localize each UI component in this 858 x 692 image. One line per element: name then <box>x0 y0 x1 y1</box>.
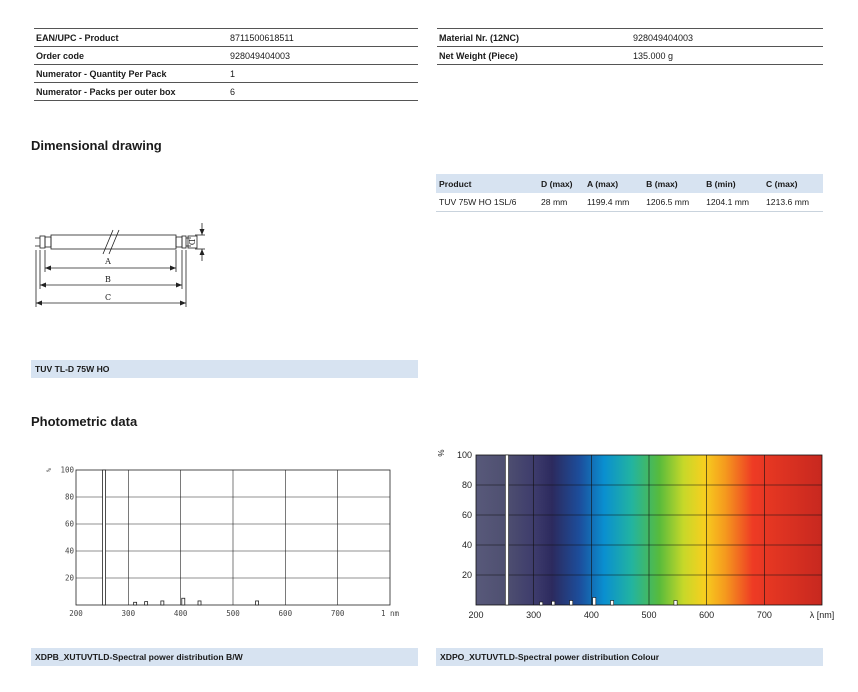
spectral-line-bar <box>103 470 106 605</box>
spec-table-left <box>34 28 418 101</box>
spec-label: Material Nr. (12NC) <box>437 29 631 47</box>
table-cell: 1213.6 mm <box>763 193 823 211</box>
y-tick-label: 20 <box>461 570 472 580</box>
x-tick-label: 1 nm <box>380 609 400 618</box>
dimension-label-a: A <box>105 257 111 266</box>
spectral-line-bar <box>540 602 543 605</box>
dimension-label-b: B <box>105 275 111 284</box>
y-tick-label: 60 <box>64 519 74 529</box>
table-cell: 1204.1 mm <box>703 193 763 211</box>
table-row <box>34 29 418 47</box>
colour-chart-caption: XDPO_XUTUVTLD-Spectral power distribution Colour <box>436 648 823 666</box>
spectral-line-bar <box>198 601 201 605</box>
spectral-line-bar <box>552 601 555 605</box>
spec-value: 928049404003 <box>228 47 418 65</box>
plot-frame <box>76 470 390 605</box>
spec-value: 928049404003 <box>631 29 823 47</box>
spec-value: 135.000 g <box>631 47 823 65</box>
spec-value: 8711500618511 <box>228 29 418 47</box>
y-tick-label: 100 <box>456 450 472 460</box>
table-row <box>436 193 823 211</box>
spec-label: Numerator - Quantity Per Pack <box>34 65 228 83</box>
column-header: Product <box>436 174 538 193</box>
table-cell: 1206.5 mm <box>643 193 703 211</box>
x-tick-label: 700 <box>756 610 772 620</box>
x-tick-label: 500 <box>226 609 240 618</box>
column-header: D (max) <box>538 174 584 193</box>
table-row <box>34 83 418 101</box>
dimension-label-d: D <box>187 238 196 246</box>
x-tick-label: λ [nm] <box>809 610 835 620</box>
table-row <box>34 65 418 83</box>
spectral-line-bar <box>610 601 613 606</box>
spectral-line-bar <box>134 602 137 605</box>
x-tick-label: 400 <box>173 609 188 618</box>
spectral-line-bar <box>570 601 573 606</box>
column-header: B (min) <box>703 174 763 193</box>
spectral-line-bar <box>505 455 508 605</box>
spectrum-background <box>476 455 822 605</box>
spec-label: Order code <box>34 47 228 65</box>
y-tick-label: 20 <box>64 573 74 583</box>
y-tick-label: 80 <box>461 480 472 490</box>
x-tick-label: 200 <box>69 609 83 618</box>
x-tick-label: 300 <box>121 609 136 618</box>
y-tick-label: 60 <box>461 510 472 520</box>
column-header: A (max) <box>584 174 643 193</box>
spectral-line-bar <box>256 601 259 605</box>
table-row <box>437 29 823 47</box>
table-cell: TUV 75W HO 1SL/6 <box>436 193 538 211</box>
x-tick-label: 200 <box>468 610 484 620</box>
table-cell: 28 mm <box>538 193 584 211</box>
spec-value: 1 <box>228 65 418 83</box>
spectral-line-bar <box>674 601 677 606</box>
y-axis-unit: % <box>45 468 53 472</box>
x-tick-label: 300 <box>526 610 542 620</box>
spectral-line-bar <box>145 602 148 605</box>
y-axis-unit: % <box>437 449 446 457</box>
dimensional-drawing-title: Dimensional drawing <box>31 138 162 153</box>
y-tick-label: 40 <box>461 540 472 550</box>
bw-chart-caption: XDPB_XUTUVTLD-Spectral power distribution B/W <box>31 648 418 666</box>
table-row <box>437 47 823 65</box>
x-tick-label: 700 <box>330 609 345 618</box>
column-header: B (max) <box>643 174 703 193</box>
spectral-line-bar <box>161 601 164 605</box>
spectral-line-bar <box>182 598 185 605</box>
table-row <box>34 47 418 65</box>
x-tick-label: 600 <box>278 609 293 618</box>
spectral-line-bar <box>593 598 596 606</box>
table-cell: 1199.4 mm <box>584 193 643 211</box>
spec-label: Net Weight (Piece) <box>437 47 631 65</box>
column-header: C (max) <box>763 174 823 193</box>
spec-label: Numerator - Packs per outer box <box>34 83 228 101</box>
y-tick-label: 40 <box>64 546 74 556</box>
x-tick-label: 500 <box>641 610 657 620</box>
spec-value: 6 <box>228 83 418 101</box>
y-tick-label: 80 <box>64 492 74 502</box>
dimensions-table <box>436 174 823 212</box>
spec-label: EAN/UPC - Product <box>34 29 228 47</box>
y-tick-label: 100 <box>60 465 74 475</box>
x-tick-label: 400 <box>583 610 599 620</box>
spec-table-right <box>437 28 823 65</box>
table-header-row <box>436 174 823 193</box>
x-tick-label: 600 <box>699 610 715 620</box>
dimension-label-c: C <box>104 293 112 302</box>
photometric-title: Photometric data <box>31 414 138 429</box>
dimensional-caption: TUV TL-D 75W HO <box>31 360 418 378</box>
